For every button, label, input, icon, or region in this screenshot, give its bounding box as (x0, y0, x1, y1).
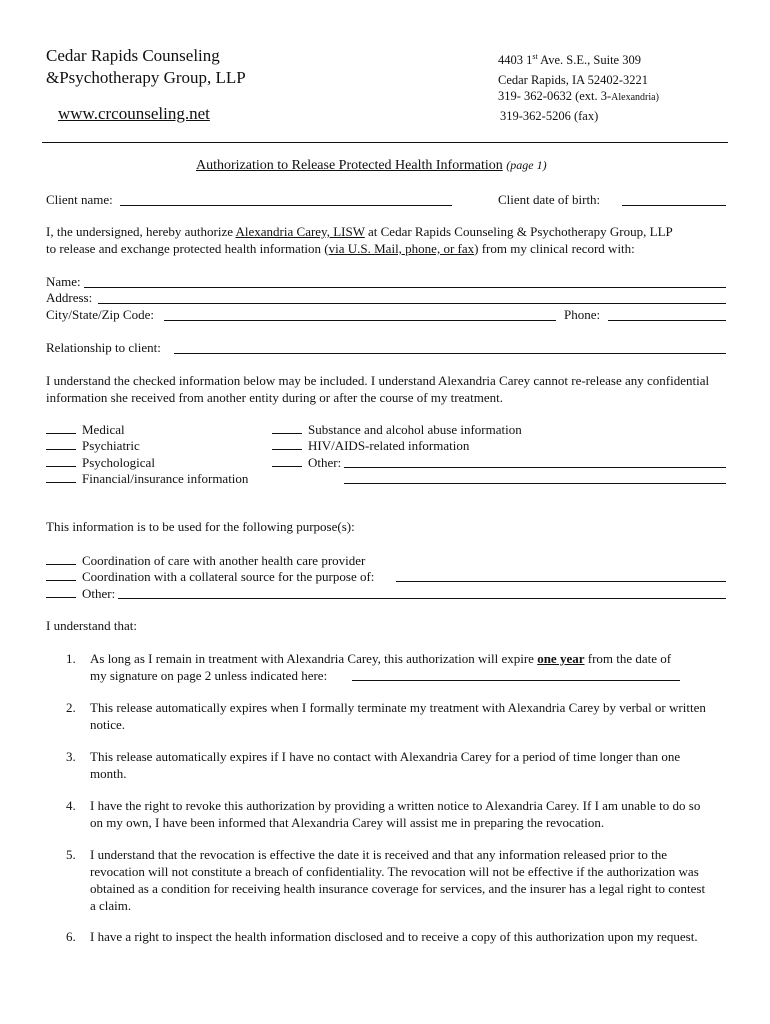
item-2 (66, 699, 730, 733)
info-psychiatric[interactable] (46, 437, 140, 454)
purpose-intro: This information is to be used for the following purpose(s): (46, 519, 355, 534)
understand-checked-text: I understand the checked information below may be included. I understand Alexandria Carey cannot re-release any confidential information she received from another entity during or after the course of my treatment. (46, 373, 710, 405)
recipient-address-field[interactable] (98, 303, 726, 304)
authorize-pre: I, the undersigned, hereby authorize (46, 224, 236, 239)
client-name-field[interactable] (120, 205, 452, 206)
item-4-text: I have the right to revoke this authorization by providing a written notice to Alexandria Carey. If I am unable to do so on my own, I have been informed that Alexandria Carey will assist me in preparing the revocation. (90, 798, 701, 830)
authorized-provider: Alexandria Carey, LISW (235, 224, 365, 239)
blank-hiv[interactable] (272, 437, 302, 450)
authorize-via: via U.S. Mail, phone, or fax (328, 241, 475, 256)
info-financial-label: Financial/insurance information (82, 471, 249, 486)
authorize-line2-pre: to release and exchange protected health information ( (46, 241, 329, 256)
dob-field[interactable] (622, 205, 726, 206)
purpose-other[interactable] (46, 585, 115, 602)
blank-psychiatric[interactable] (46, 437, 76, 450)
item-4-number: 4. (66, 798, 76, 813)
phone-line (498, 89, 659, 104)
address-ordinal: st (532, 52, 538, 61)
blank-financial[interactable] (46, 470, 76, 483)
blank-other-info[interactable] (272, 454, 302, 467)
website-link[interactable]: www.crcounseling.net (58, 104, 210, 123)
item-5 (66, 846, 730, 914)
page-label: (page 1) (506, 158, 547, 172)
address-line (498, 52, 641, 68)
city-line: Cedar Rapids, IA 52402-3221 (498, 73, 648, 87)
item-3-number: 3. (66, 749, 76, 764)
purpose-collateral-label: Coordination with a collateral source for the purpose of: (82, 569, 375, 584)
phone-main: 319- 362-0632 (ext. 3- (498, 89, 612, 103)
item-5-text: I understand that the revocation is effective the date it is received and that any information released prior to the revocation will not constitute a breach of confidentiality. The revocation will not be effective if the authorization was obtained as a condition for receiving health insurance coverage for services, and the insurer has a legal right to contest a claim. (90, 847, 706, 913)
header-divider (42, 142, 728, 143)
item-6-number: 6. (66, 929, 76, 944)
purpose-collateral[interactable] (46, 568, 374, 585)
address-rest: Ave. S.E., Suite 309 (537, 53, 641, 68)
info-medical-label: Medical (82, 422, 125, 437)
item-1-line2: my signature on page 2 unless indicated here: (90, 668, 328, 683)
info-psychiatric-label: Psychiatric (82, 438, 140, 453)
recipient-name-field[interactable] (84, 287, 726, 288)
blank-psychological[interactable] (46, 454, 76, 467)
blank-purpose-care[interactable] (46, 552, 76, 565)
authorize-line2-post: ) from my clinical record with: (474, 241, 635, 256)
blank-substance[interactable] (272, 421, 302, 434)
address-number: 4403 1 (498, 53, 533, 68)
info-other-field-1[interactable] (344, 467, 726, 468)
item-1-pre: As long as I remain in treatment with Alexandria Carey, this authorization will expire (90, 651, 538, 666)
item-5-number: 5. (66, 847, 76, 862)
item-1-number: 1. (66, 651, 76, 666)
info-substance[interactable] (272, 421, 522, 438)
info-psychological[interactable] (46, 454, 155, 471)
relationship-field[interactable] (174, 353, 726, 354)
info-other[interactable] (272, 454, 341, 471)
item-6 (66, 928, 730, 962)
purpose-collateral-field[interactable] (396, 581, 726, 582)
info-other-label: Other: (308, 455, 342, 470)
recipient-phone-field[interactable] (608, 320, 726, 321)
info-substance-label: Substance and alcohol abuse information (308, 422, 522, 437)
item-6-text: I have a right to inspect the health information disclosed and to receive a copy of this authorization upon my request. (90, 929, 698, 944)
dob-label: Client date of birth: (498, 192, 601, 207)
purpose-coordination-care[interactable] (46, 552, 365, 569)
purpose-other-label: Other: (82, 586, 116, 601)
form-title-row (196, 158, 547, 174)
phone-ext: Alexandria) (611, 92, 659, 103)
info-psychological-label: Psychological (82, 455, 155, 470)
item-2-number: 2. (66, 700, 76, 715)
understand-that-label: I understand that: (46, 618, 137, 633)
item-3 (66, 748, 730, 782)
blank-medical[interactable] (46, 421, 76, 434)
client-name-label: Client name: (46, 192, 113, 207)
org-name-line1: Cedar Rapids Counseling (46, 46, 220, 65)
relationship-label: Relationship to client: (46, 340, 161, 355)
authorize-post: at Cedar Rapids Counseling & Psychotherapy Group, LLP (364, 224, 673, 239)
authorize-line2 (46, 241, 635, 257)
fax-line: 319-362-5206 (fax) (500, 109, 599, 123)
item-1-post: from the date of (584, 651, 672, 666)
blank-purpose-collateral[interactable] (46, 568, 76, 581)
blank-purpose-other[interactable] (46, 585, 76, 598)
recipient-citystatezip-field[interactable] (164, 320, 556, 321)
item-1-line1 (90, 650, 710, 667)
info-hiv-label: HIV/AIDS-related information (308, 438, 470, 453)
item-3-text: This release automatically expires if I have no contact with Alexandria Carey for a period of time longer than one month. (90, 749, 681, 781)
item-1-one-year: one year (537, 651, 585, 666)
name-label: Name: (46, 274, 81, 289)
item-4 (66, 797, 730, 831)
item-2-text: This release automatically expires when I formally terminate my treatment with Alexandria Carey by verbal or written notice. (90, 700, 706, 732)
org-name-line2: &Psychotherapy Group, LLP (46, 68, 246, 87)
form-title: Authorization to Release Protected Health Information (196, 158, 503, 173)
info-hiv[interactable] (272, 437, 469, 454)
purpose-care-label: Coordination of care with another health care provider (82, 553, 366, 568)
citystatezip-label: City/State/Zip Code: (46, 307, 154, 322)
phone-label: Phone: (564, 307, 601, 322)
info-medical[interactable] (46, 421, 125, 438)
info-other-field-2[interactable] (344, 483, 726, 484)
info-financial[interactable] (46, 470, 248, 487)
authorize-line1 (46, 224, 673, 240)
address-label: Address: (46, 290, 93, 305)
purpose-other-field[interactable] (118, 598, 726, 599)
expiry-date-field[interactable] (352, 680, 680, 681)
